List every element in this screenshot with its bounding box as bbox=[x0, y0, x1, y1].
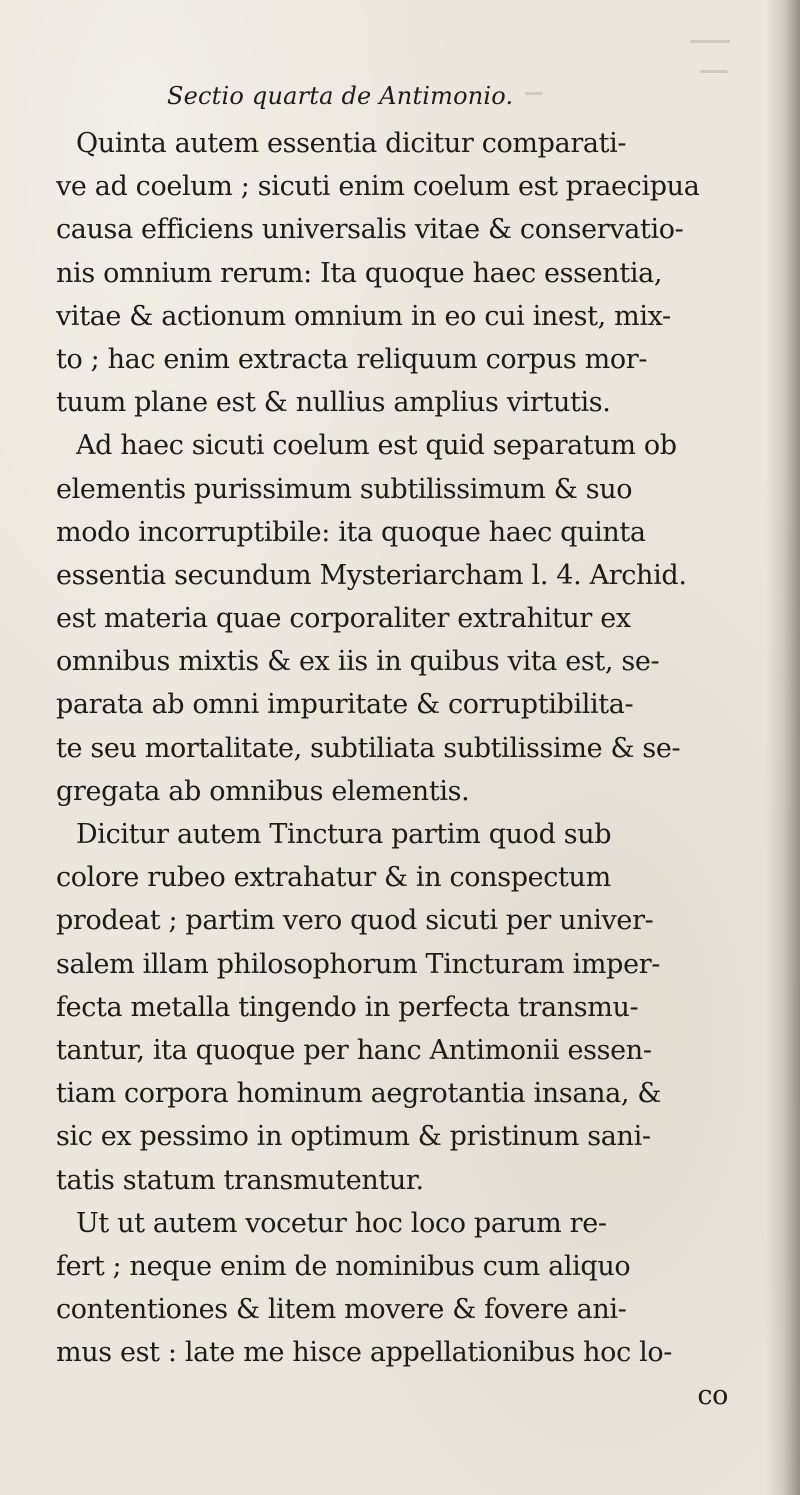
text-line: tantur, ita quoque per hanc Antimonii essen- bbox=[56, 1034, 652, 1066]
text-line: ve ad coelum ; sicuti enim coelum est praecipua bbox=[56, 171, 700, 203]
text-line: est materia quae corporaliter extrahitur ex bbox=[56, 603, 631, 635]
text-line: tatis statum transmutentur. bbox=[56, 1164, 424, 1196]
catchword: co bbox=[697, 1380, 728, 1412]
text-line: mus est : late me hisce appellationibus hoc lo- bbox=[56, 1337, 673, 1369]
text-line: parata ab omni impuritate & corruptibilita- bbox=[56, 689, 634, 721]
text-line: elementis purissimum subtilissimum & suo bbox=[56, 473, 633, 505]
text-line: to ; hac enim extracta reliquum corpus mor- bbox=[56, 343, 648, 375]
text-line: Dicitur autem Tinctura partim quod sub bbox=[76, 819, 612, 850]
text-line: Ad haec sicuti coelum est quid separatum ob bbox=[76, 430, 677, 462]
show-through-mark bbox=[700, 70, 728, 73]
text-line: colore rubeo extrahatur & in conspectum bbox=[56, 862, 611, 894]
text-line: prodeat ; partim vero quod sicuti per univer- bbox=[56, 905, 654, 937]
text-line: contentiones & litem movere & fovere ani- bbox=[56, 1294, 627, 1326]
text-line: omnibus mixtis & ex iis in quibus vita est, se- bbox=[56, 646, 660, 678]
running-head: Sectio quarta de Antimonio. bbox=[167, 82, 514, 110]
text-line: te seu mortalitate, subtiliata subtilissime & se- bbox=[56, 732, 681, 764]
text-line: salem illam philosophorum Tincturam imper- bbox=[56, 948, 661, 980]
text-line: tuum plane est & nullius amplius virtutis. bbox=[56, 387, 611, 419]
text-line: Quinta autem essentia dicitur comparati- bbox=[76, 128, 627, 159]
text-line: vitae & actionum omnium in eo cui inest, mix- bbox=[56, 300, 671, 332]
text-line: Ut ut autem vocetur hoc loco parum re- bbox=[76, 1207, 607, 1239]
page-edge-shadow bbox=[766, 0, 800, 1495]
text-line: modo incorruptibile: ita quoque haec quinta bbox=[56, 516, 646, 548]
text-line: gregata ab omnibus elementis. bbox=[56, 775, 470, 807]
text-line: nis omnium rerum: Ita quoque haec essentia, bbox=[56, 257, 663, 289]
show-through-mark bbox=[690, 40, 730, 43]
text-line: tiam corpora hominum aegrotantia insana, & bbox=[56, 1078, 662, 1110]
text-line: causa efficiens universalis vitae & conservatio- bbox=[56, 214, 684, 246]
text-line: essentia secundum Mysteriarcham l. 4. Archid. bbox=[56, 559, 687, 591]
text-line: sic ex pessimo in optimum & pristinum sani- bbox=[56, 1121, 651, 1153]
text-line: fert ; neque enim de nominibus cum aliquo bbox=[56, 1250, 631, 1282]
text-line: fecta metalla tingendo in perfecta transmu- bbox=[56, 991, 639, 1023]
body-text bbox=[56, 122, 768, 1418]
